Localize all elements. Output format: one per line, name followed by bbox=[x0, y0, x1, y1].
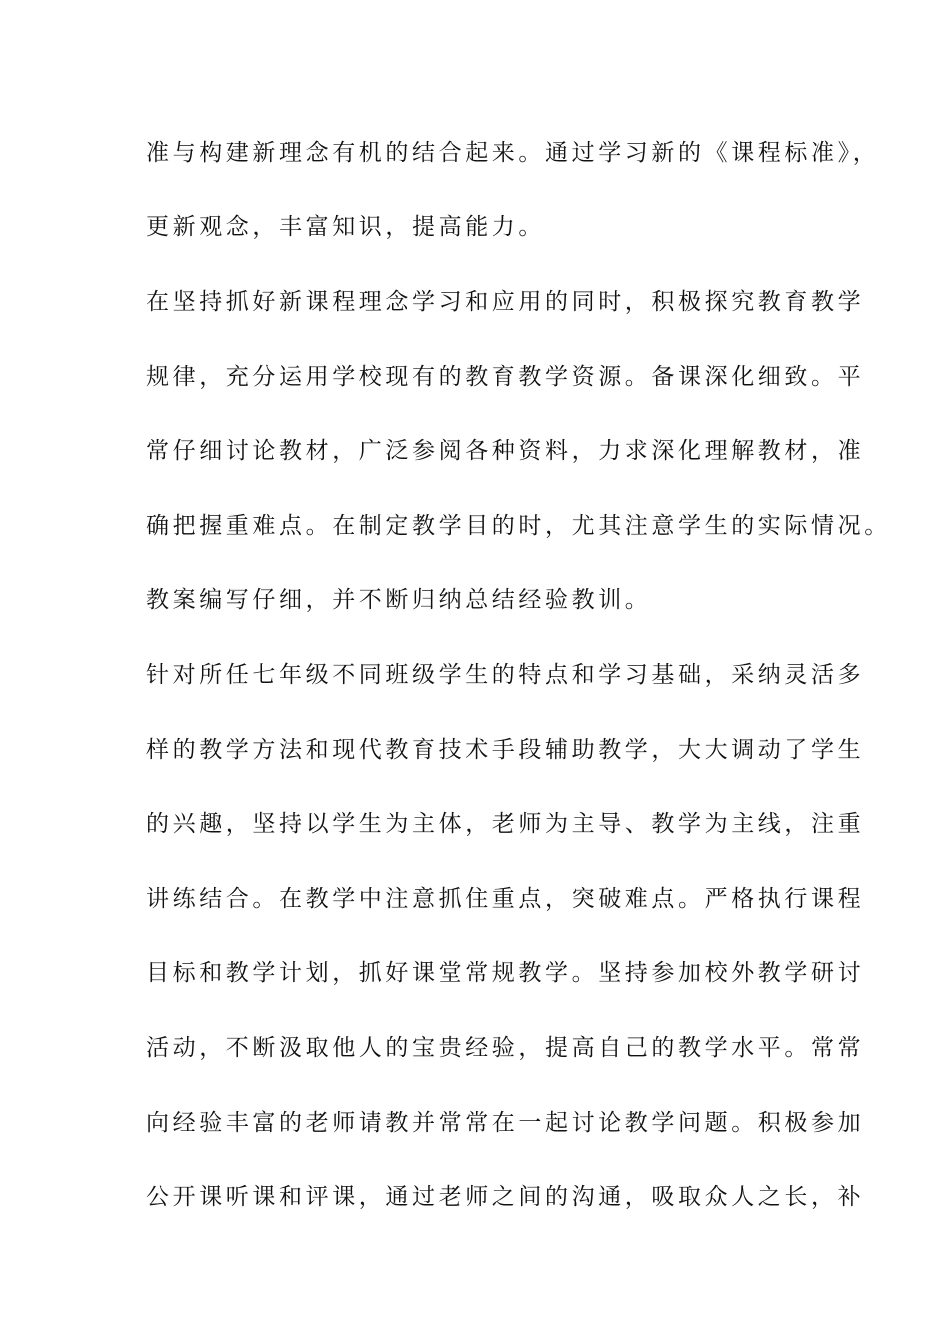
text-line: 在坚持抓好新课程理念学习和应用的同时，积极探究教育教学 bbox=[146, 289, 865, 315]
text-line: 向经验丰富的老师请教并常常在一起讨论教学问题。积极参加 bbox=[146, 1110, 865, 1136]
text-line: 规律，充分运用学校现有的教育教学资源。备课深化细致。平 bbox=[146, 364, 865, 390]
text-line: 的兴趣，坚持以学生为主体，老师为主导、教学为主线，注重 bbox=[146, 811, 865, 837]
text-line: 准与构建新理念有机的结合起来。通过学习新的《课程标准》， bbox=[146, 140, 880, 166]
text-line: 教案编写仔细，并不断归纳总结经验教训。 bbox=[146, 587, 652, 613]
text-line: 确把握重难点。在制定教学目的时，尤其注意学生的实际情况。 bbox=[146, 513, 891, 539]
text-line: 讲练结合。在教学中注意抓住重点，突破难点。严格执行课程 bbox=[146, 886, 865, 912]
text-line: 常仔细讨论教材，广泛参阅各种资料，力求深化理解教材，准 bbox=[146, 438, 865, 464]
text-line: 公开课听课和评课，通过老师之间的沟通，吸取众人之长，补 bbox=[146, 1184, 865, 1210]
text-line: 目标和教学计划，抓好课堂常规教学。坚持参加校外教学研讨 bbox=[146, 960, 865, 986]
text-line: 针对所任七年级不同班级学生的特点和学习基础，采纳灵活多 bbox=[146, 662, 865, 688]
text-line: 样的教学方法和现代教育技术手段辅助教学，大大调动了学生 bbox=[146, 737, 865, 763]
text-line: 更新观念，丰富知识，提高能力。 bbox=[146, 214, 545, 240]
text-line: 活动，不断汲取他人的宝贵经验，提高自己的教学水平。常常 bbox=[146, 1035, 865, 1061]
